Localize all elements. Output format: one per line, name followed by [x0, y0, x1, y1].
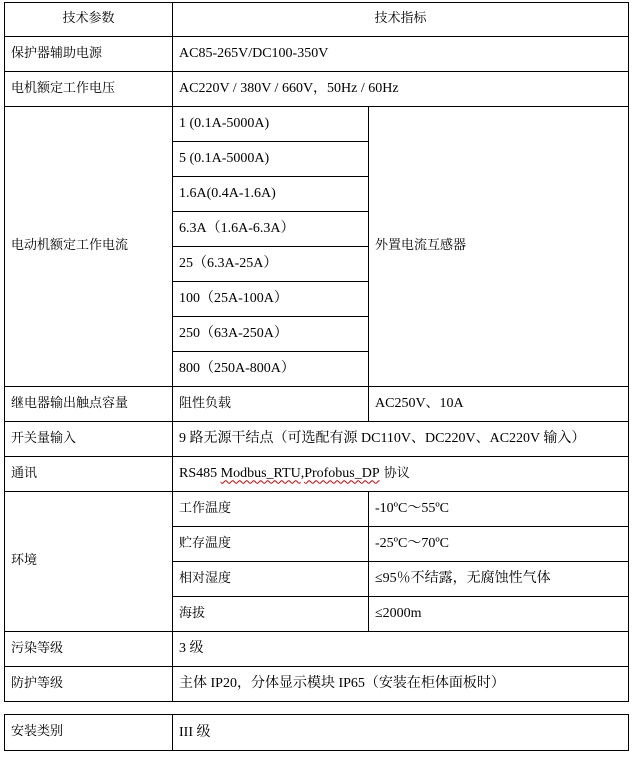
- protection-label: 防护等级: [5, 667, 173, 702]
- comm-suffix: 协议: [379, 466, 410, 482]
- install-table: [4, 714, 629, 751]
- protection-value: 主体 IP20，分体显示模块 IP65（安装在柜体面板时）: [173, 667, 629, 702]
- switch-input-value: 9 路无源干结点（可选配有源 DC110V、DC220V、AC220V 输入）: [173, 422, 629, 457]
- env-item-value: -10ºC～55ºC: [369, 492, 629, 527]
- env-item-value: ≤2000m: [369, 597, 629, 632]
- voltage-value: AC220V / 380V / 660V，50Hz / 60Hz: [173, 72, 629, 107]
- comm-prefix: RS485: [179, 466, 221, 482]
- row-current: [5, 107, 629, 142]
- row-protection: [5, 667, 629, 702]
- env-item-name: 海拔: [173, 597, 369, 632]
- relay-value: AC250V、10A: [369, 387, 629, 422]
- env-label: 环境: [5, 492, 173, 632]
- current-label: 电动机额定工作电流: [5, 107, 173, 387]
- pollution-label: 污染等级: [5, 632, 173, 667]
- row-power: [5, 37, 629, 72]
- env-item-name: 工作温度: [173, 492, 369, 527]
- comm-modbus: Modbus_RTU: [220, 466, 301, 482]
- comm-label: 通讯: [5, 457, 173, 492]
- current-range: 100（25A-100A）: [173, 282, 369, 317]
- install-label: 安装类别: [5, 715, 173, 751]
- row-env: [5, 492, 629, 527]
- power-label: 保护器辅助电源: [5, 37, 173, 72]
- current-range: 25（6.3A-25A）: [173, 247, 369, 282]
- install-value: III 级: [173, 715, 629, 751]
- header-param: 技术参数: [5, 3, 173, 37]
- header-spec: 技术指标: [173, 3, 629, 37]
- env-item-name: 贮存温度: [173, 527, 369, 562]
- current-range: 1.6A(0.4A-1.6A): [173, 177, 369, 212]
- current-note: 外置电流互感器: [369, 107, 629, 387]
- row-voltage: [5, 72, 629, 107]
- voltage-label: 电机额定工作电压: [5, 72, 173, 107]
- relay-load: 阻性负载: [173, 387, 369, 422]
- row-pollution: [5, 632, 629, 667]
- comm-sep: ,: [300, 466, 305, 482]
- current-range: 250（63A-250A）: [173, 317, 369, 352]
- row-install: [5, 715, 629, 751]
- env-item-name: 相对湿度: [173, 562, 369, 597]
- pollution-value: 3 级: [173, 632, 629, 667]
- row-switch-input: [5, 422, 629, 457]
- relay-label: 继电器输出触点容量: [5, 387, 173, 422]
- spec-table: [4, 2, 629, 702]
- current-range: 5 (0.1A-5000A): [173, 142, 369, 177]
- comm-value: [173, 457, 629, 492]
- current-range: 1 (0.1A-5000A): [173, 107, 369, 142]
- env-item-value: -25ºC～70ºC: [369, 527, 629, 562]
- current-range: 6.3A（1.6A-6.3A）: [173, 212, 369, 247]
- row-comm: [5, 457, 629, 492]
- power-value: AC85-265V/DC100-350V: [173, 37, 629, 72]
- row-relay: [5, 387, 629, 422]
- current-range: 800（250A-800A）: [173, 352, 369, 387]
- comm-profibus: Profobus_DP: [304, 466, 380, 482]
- switch-input-label: 开关量输入: [5, 422, 173, 457]
- env-item-value: ≤95％不结露，无腐蚀性气体: [369, 562, 629, 597]
- header-row: [5, 3, 629, 37]
